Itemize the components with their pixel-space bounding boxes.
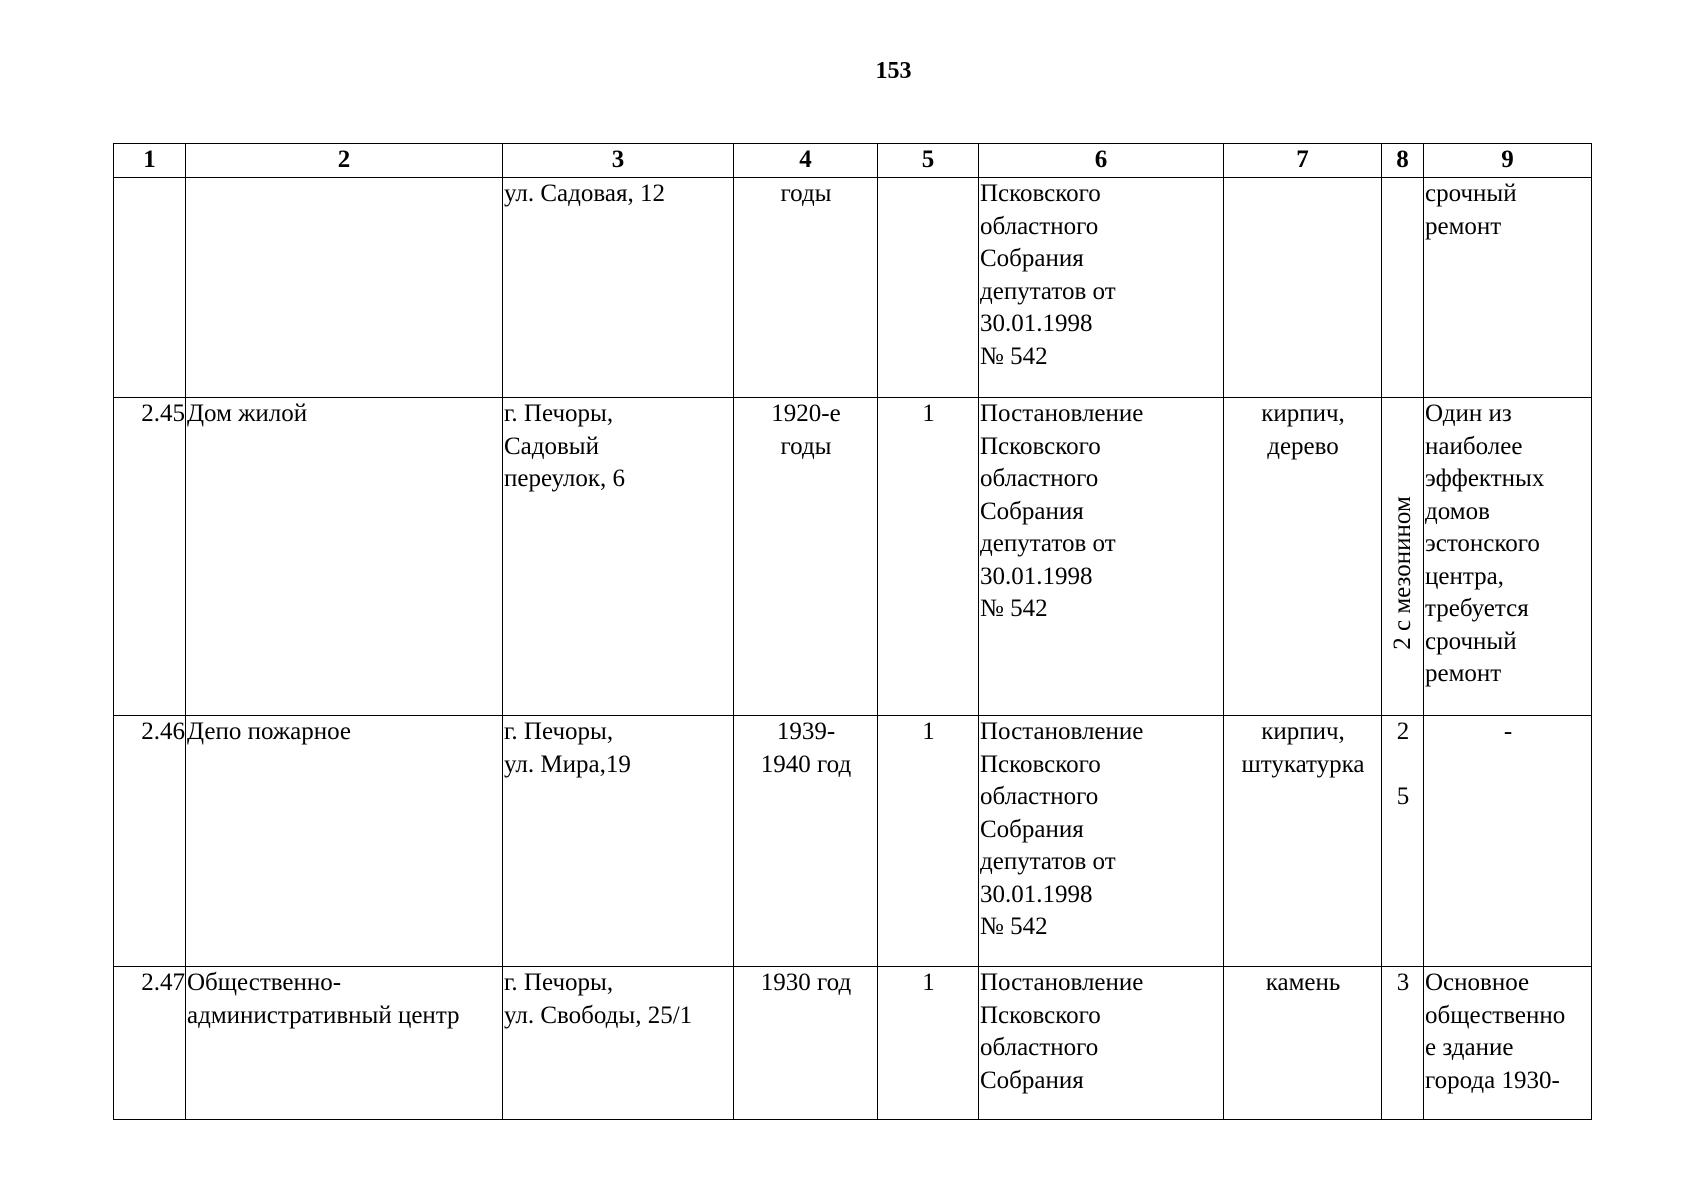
column-header: 9	[1424, 144, 1592, 178]
cell-material: кирпич, дерево	[1224, 398, 1382, 716]
cell-document: Постановление Псковского областного Собрания депутатов от 30.01.1998 № 542	[979, 716, 1224, 967]
cell-name: Депо пожарное	[186, 716, 503, 967]
floors-rotated-text: 2 с мезонином	[1388, 496, 1416, 650]
cell-note: Основное общественно е здание города 1930-	[1424, 967, 1592, 1120]
cell-floors: 3	[1382, 967, 1424, 1120]
column-header: 1	[114, 144, 186, 178]
column-header: 7	[1224, 144, 1382, 178]
column-header: 8	[1382, 144, 1424, 178]
table-row	[114, 716, 1592, 967]
cell-category: 1	[878, 716, 979, 967]
cell-date: 1920-е годы	[734, 398, 878, 716]
heritage-table	[113, 143, 1592, 1120]
cell-number	[114, 178, 186, 398]
cell-note: срочный ремонт	[1424, 178, 1592, 398]
table-row	[114, 967, 1592, 1120]
cell-document: Постановление Псковского областного Собрания депутатов от 30.01.1998 № 542	[979, 398, 1224, 716]
cell-category: 1	[878, 398, 979, 716]
header-row	[114, 144, 1592, 178]
cell-address: г. Печоры, ул. Мира,19	[503, 716, 734, 967]
cell-number: 2.45	[114, 398, 186, 716]
cell-note: Один из наиболее эффектных домов эстонского центра, требуется срочный ремонт	[1424, 398, 1592, 716]
cell-date: 1939- 1940 год	[734, 716, 878, 967]
cell-name: Дом жилой	[186, 398, 503, 716]
cell-category	[878, 178, 979, 398]
cell-note: -	[1424, 716, 1592, 967]
cell-floors	[1382, 178, 1424, 398]
floors-value: 5	[1396, 783, 1410, 810]
column-header: 5	[878, 144, 979, 178]
column-header: 2	[186, 144, 503, 178]
cell-address: ул. Садовая, 12	[503, 178, 734, 398]
cell-name: Общественно- административный центр	[186, 967, 503, 1120]
cell-number: 2.46	[114, 716, 186, 967]
cell-date: 1930 год	[734, 967, 878, 1120]
cell-document: Псковского областного Собрания депутатов от 30.01.1998 № 542	[979, 178, 1224, 398]
cell-address: г. Печоры, Садовый переулок, 6	[503, 398, 734, 716]
table-row	[114, 398, 1592, 716]
cell-document: Постановление Псковского областного Собрания	[979, 967, 1224, 1120]
cell-number: 2.47	[114, 967, 186, 1120]
cell-date: годы	[734, 178, 878, 398]
cell-material: камень	[1224, 967, 1382, 1120]
floors-value: 2	[1396, 718, 1410, 745]
cell-name	[186, 178, 503, 398]
cell-category: 1	[878, 967, 979, 1120]
cell-address: г. Печоры, ул. Свободы, 25/1	[503, 967, 734, 1120]
column-header: 6	[979, 144, 1224, 178]
page-number: 153	[875, 58, 912, 84]
column-header: 3	[503, 144, 734, 178]
cell-material: кирпич, штукатурка	[1224, 716, 1382, 967]
column-header: 4	[734, 144, 878, 178]
cell-floors	[1382, 716, 1424, 967]
table-row	[114, 178, 1592, 398]
cell-floors	[1382, 398, 1424, 716]
cell-material	[1224, 178, 1382, 398]
